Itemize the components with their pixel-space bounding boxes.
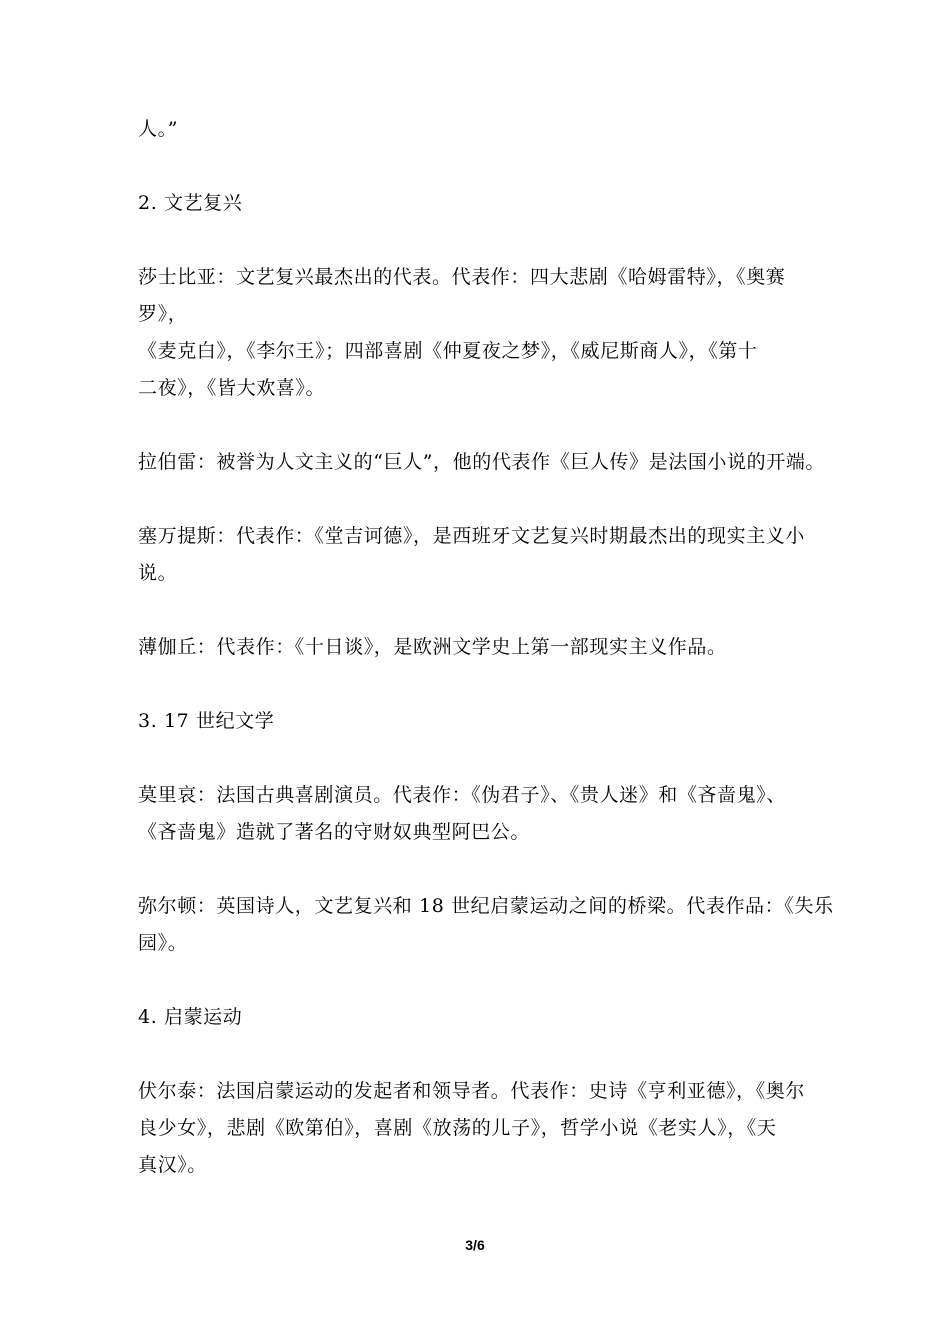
paragraph-rabelais: 拉伯雷：被誉为人文主义的“巨人”，他的代表作《巨人传》是法国小说的开端。	[138, 451, 826, 473]
text-line-continuation: 人。”	[138, 118, 179, 140]
paragraph-cervantes-line-1: 塞万提斯：代表作：《堂吉诃德》，是西班牙文艺复兴时期最杰出的现实主义小	[138, 525, 806, 547]
paragraph-voltaire-line-1: 伏尔泰：法国启蒙运动的发起者和领导者。代表作：史诗《亨利亚德》，《奥尔	[138, 1080, 806, 1102]
paragraph-voltaire-line-2: 良少女》，悲剧《欧第伯》，喜剧《放荡的儿子》，哲学小说《老实人》，《天	[138, 1117, 777, 1139]
paragraph-shakespeare-line-4: 二夜》，《皆大欢喜》。	[138, 377, 326, 399]
paragraph-moliere-line-2: 《吝啬鬼》造就了著名的守财奴典型阿巴公。	[138, 821, 531, 843]
paragraph-cervantes-line-2: 说。	[138, 562, 178, 584]
page-number: 3/6	[465, 1237, 485, 1253]
paragraph-milton-line-2: 园》。	[138, 932, 188, 954]
paragraph-shakespeare-line-1: 莎士比亚：文艺复兴最杰出的代表。代表作：四大悲剧《哈姆雷特》，《奥赛	[138, 266, 786, 288]
paragraph-voltaire-line-3: 真汉》。	[138, 1154, 207, 1176]
paragraph-shakespeare-line-2: 罗》，	[138, 303, 188, 325]
paragraph-shakespeare-line-3: 《麦克白》，《李尔王》；四部喜剧《仲夏夜之梦》，《威尼斯商人》，《第十	[138, 340, 758, 362]
section-heading-renaissance: 2. 文艺复兴	[138, 192, 243, 214]
paragraph-moliere-line-1: 莫里哀：法国古典喜剧演员。代表作：《伪君子》、《贵人迷》和《吝啬鬼》、	[138, 784, 787, 806]
section-heading-enlightenment: 4. 启蒙运动	[138, 1006, 243, 1028]
paragraph-boccaccio: 薄伽丘：代表作：《十日谈》，是欧洲文学史上第一部现实主义作品。	[138, 636, 727, 658]
paragraph-milton-line-1: 弥尔顿：英国诗人，文艺复兴和 18 世纪启蒙运动之间的桥梁。代表作品：《失乐	[138, 895, 834, 917]
section-heading-17th-century: 3. 17 世纪文学	[138, 710, 275, 732]
